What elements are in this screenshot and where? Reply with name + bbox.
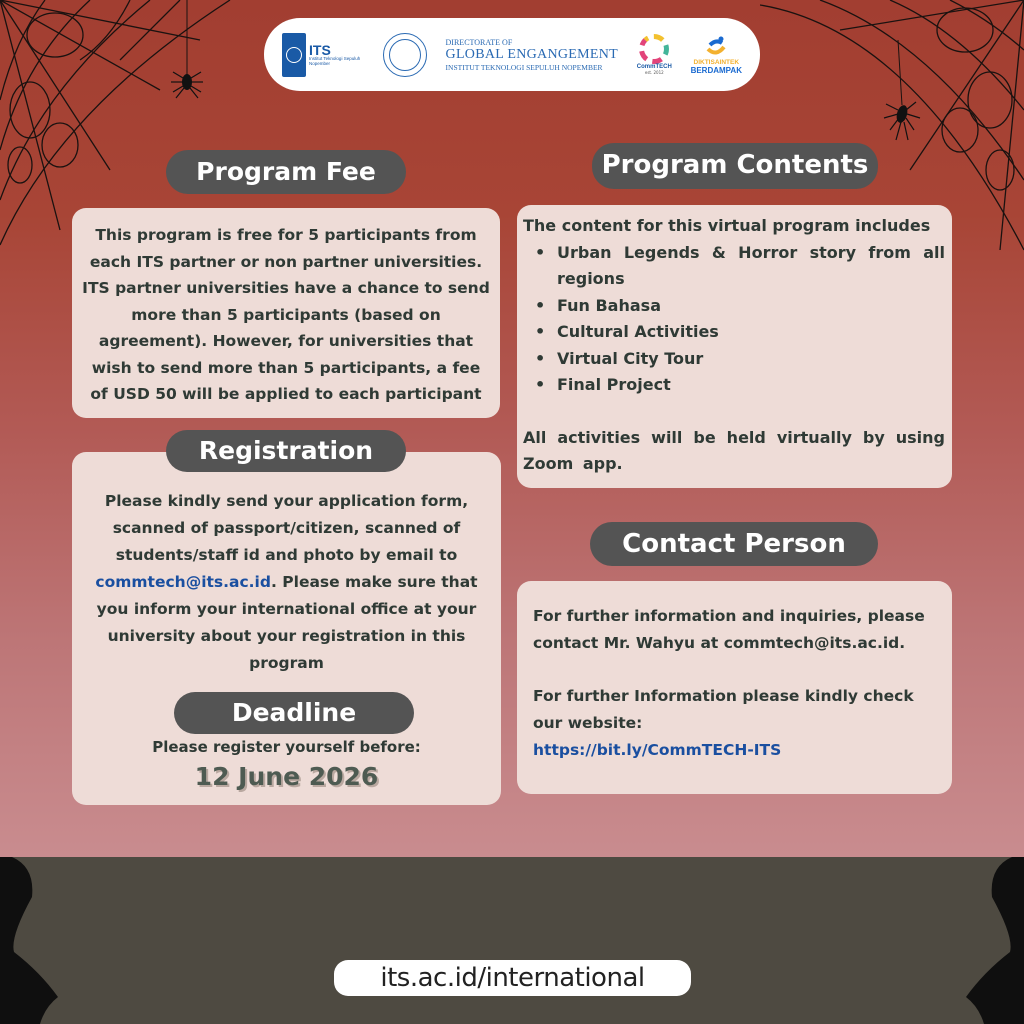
header-logo-bar xyxy=(264,18,760,91)
program-contents-heading: Program Contents xyxy=(592,143,878,189)
deadline-date: 12 June 2026 xyxy=(194,762,379,791)
its-seal-icon xyxy=(383,33,427,77)
directorate-logo xyxy=(446,38,618,72)
list-item: • Fun Bahasa xyxy=(557,293,945,320)
its-logo xyxy=(282,33,364,77)
commtech-sub: est. 2012 xyxy=(644,70,664,75)
spider-icon-left xyxy=(171,72,203,98)
contact-person-heading: Contact Person xyxy=(590,522,878,566)
spider-icon-right xyxy=(884,102,920,140)
list-item: • Cultural Activities xyxy=(557,319,945,346)
directorate-line1: DIRECTORATE OF xyxy=(445,37,513,47)
registration-text-before: Please kindly send your application form, scanned of passport/citizen, scanned of students/staff id and photo by email to xyxy=(104,492,469,564)
commtech-logo xyxy=(637,34,672,75)
dikti-line1: DIKTISAINTEK xyxy=(693,58,740,66)
contact-text: For further information and inquiries, please contact Mr. Wahyu at commtech@its.ac.id. xyxy=(533,607,925,652)
directorate-line2: GLOBAL ENGANGEMENT xyxy=(445,46,619,62)
commtech-ring-icon xyxy=(639,34,669,64)
program-contents-card xyxy=(517,205,952,488)
dikti-line2: BERDAMPAK xyxy=(690,65,742,75)
program-contents-intro: The content for this virtual program includes xyxy=(523,216,931,235)
program-contents-list xyxy=(523,240,945,399)
program-fee-card xyxy=(72,208,500,418)
registration-text xyxy=(86,488,487,677)
dikti-mark-icon xyxy=(704,35,728,59)
deadline-heading: Deadline xyxy=(174,692,414,734)
website-link[interactable]: https://bit.ly/CommTECH-ITS xyxy=(533,741,782,759)
dikti-logo xyxy=(691,35,742,75)
its-logo-subtitle: Institut Teknologi Sepuluh Nopember xyxy=(309,55,361,66)
commtech-label: CommTECH xyxy=(636,64,672,70)
program-fee-heading: Program Fee xyxy=(166,150,406,194)
registration-text-after: . Please make sure that you inform your international office at your university about your registration in this program xyxy=(96,573,478,672)
list-item: • Virtual City Tour xyxy=(557,346,945,373)
program-contents-note: All activities will be held virtually by using Zoom app. xyxy=(523,427,945,473)
program-fee-text: This program is free for 5 participants from each ITS partner or non partner universities. ITS partner universities have a chance to send more than 5 participants (based on agreement). However, for universities that wish to send more than 5 participants, a fee of USD 50 will be applied to each participant xyxy=(82,226,490,403)
its-logo-name: ITS xyxy=(309,41,331,58)
deadline-text: Please register yourself before: xyxy=(152,738,421,756)
directorate-line3: INSTITUT TEKNOLOGI SEPULUH NOPEMBER xyxy=(445,62,603,72)
its-emblem-icon xyxy=(282,33,306,77)
list-item: • Final Project xyxy=(557,372,945,399)
registration-heading: Registration xyxy=(166,430,406,472)
footer-right-silhouette-icon xyxy=(954,857,1024,1024)
footer-band xyxy=(0,857,1024,1024)
list-item: • Urban Legends & Horror story from all regions xyxy=(557,240,945,293)
website-text: For further Information please kindly check our website: xyxy=(533,687,914,732)
contact-person-card xyxy=(517,581,952,794)
registration-email-link[interactable]: commtech@its.ac.id xyxy=(95,573,271,591)
footer-url-link[interactable]: its.ac.id/international xyxy=(334,960,691,996)
footer-left-silhouette-icon xyxy=(0,857,70,1024)
